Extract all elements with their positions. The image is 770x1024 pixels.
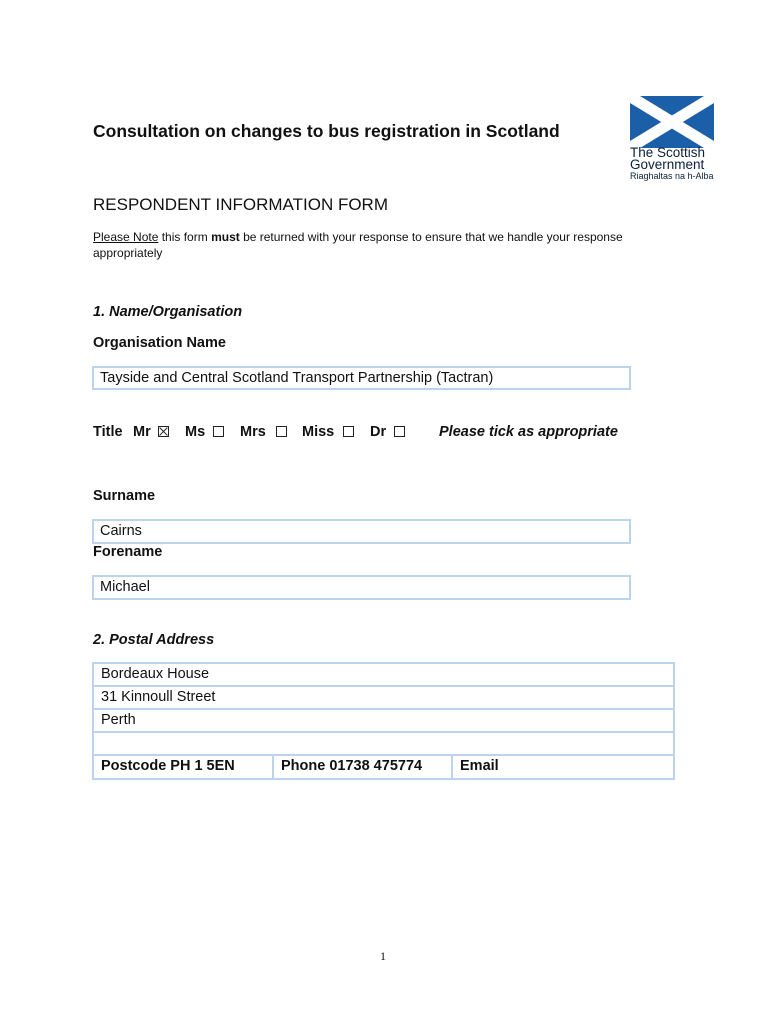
note-lead: Please Note bbox=[93, 230, 159, 244]
phone-cell[interactable]: Phone 01738 475774 bbox=[274, 756, 453, 778]
form-heading: RESPONDENT INFORMATION FORM bbox=[93, 195, 388, 214]
tick-note: Please tick as appropriate bbox=[439, 424, 618, 440]
title-row bbox=[93, 422, 653, 444]
please-note-text bbox=[93, 229, 693, 261]
organisation-name-label: Organisation Name bbox=[93, 335, 226, 351]
organisation-name-field[interactable]: Tayside and Central Scotland Transport Partnership (Tactran) bbox=[92, 366, 631, 390]
postal-address-table bbox=[92, 662, 675, 780]
title-miss-checkbox[interactable] bbox=[343, 426, 354, 437]
email-cell[interactable]: Email bbox=[460, 758, 499, 774]
address-line-2[interactable]: 31 Kinnoull Street bbox=[94, 687, 673, 710]
title-option-mr-label: Mr bbox=[133, 424, 151, 440]
saltire-flag-icon bbox=[630, 96, 714, 148]
title-option-dr-label: Dr bbox=[370, 424, 387, 440]
logo-line-1: The Scottish bbox=[630, 145, 706, 160]
surname-label: Surname bbox=[93, 488, 156, 504]
address-line-4[interactable] bbox=[94, 733, 673, 756]
note-part-1: this form bbox=[158, 230, 212, 244]
title-mrs-checkbox[interactable] bbox=[276, 426, 287, 437]
title-option-miss-label: Miss bbox=[302, 424, 335, 440]
address-line-3[interactable]: Perth bbox=[94, 710, 673, 733]
note-part-2: be returned with your response to ensure that we handle your response appropriately bbox=[93, 230, 623, 260]
title-option-mrs-label: Mrs bbox=[240, 424, 266, 440]
note-emphasis: must bbox=[211, 230, 240, 244]
forename-field[interactable]: Michael bbox=[92, 575, 631, 600]
logo-line-3: Riaghaltas na h-Alba bbox=[630, 171, 714, 181]
title-dr-checkbox[interactable] bbox=[394, 426, 405, 437]
title-ms-checkbox[interactable] bbox=[213, 426, 224, 437]
surname-field[interactable]: Cairns bbox=[92, 519, 631, 544]
title-mr-checkbox[interactable] bbox=[158, 426, 169, 437]
document-title: Consultation on changes to bus registration in Scotland bbox=[93, 121, 560, 141]
address-line-1[interactable]: Bordeaux House bbox=[94, 664, 673, 687]
address-contact-row bbox=[94, 756, 673, 778]
forename-label: Forename bbox=[93, 544, 163, 560]
section-1-heading: 1. Name/Organisation bbox=[93, 304, 243, 320]
scottish-government-logo bbox=[628, 96, 728, 180]
postcode-cell[interactable]: Postcode PH 1 5EN bbox=[94, 756, 274, 778]
title-option-ms-label: Ms bbox=[185, 424, 206, 440]
section-2-heading: 2. Postal Address bbox=[93, 632, 215, 648]
page-number: 1 bbox=[380, 949, 386, 963]
title-label: Title bbox=[93, 424, 123, 440]
logo-line-2: Government bbox=[630, 157, 705, 172]
